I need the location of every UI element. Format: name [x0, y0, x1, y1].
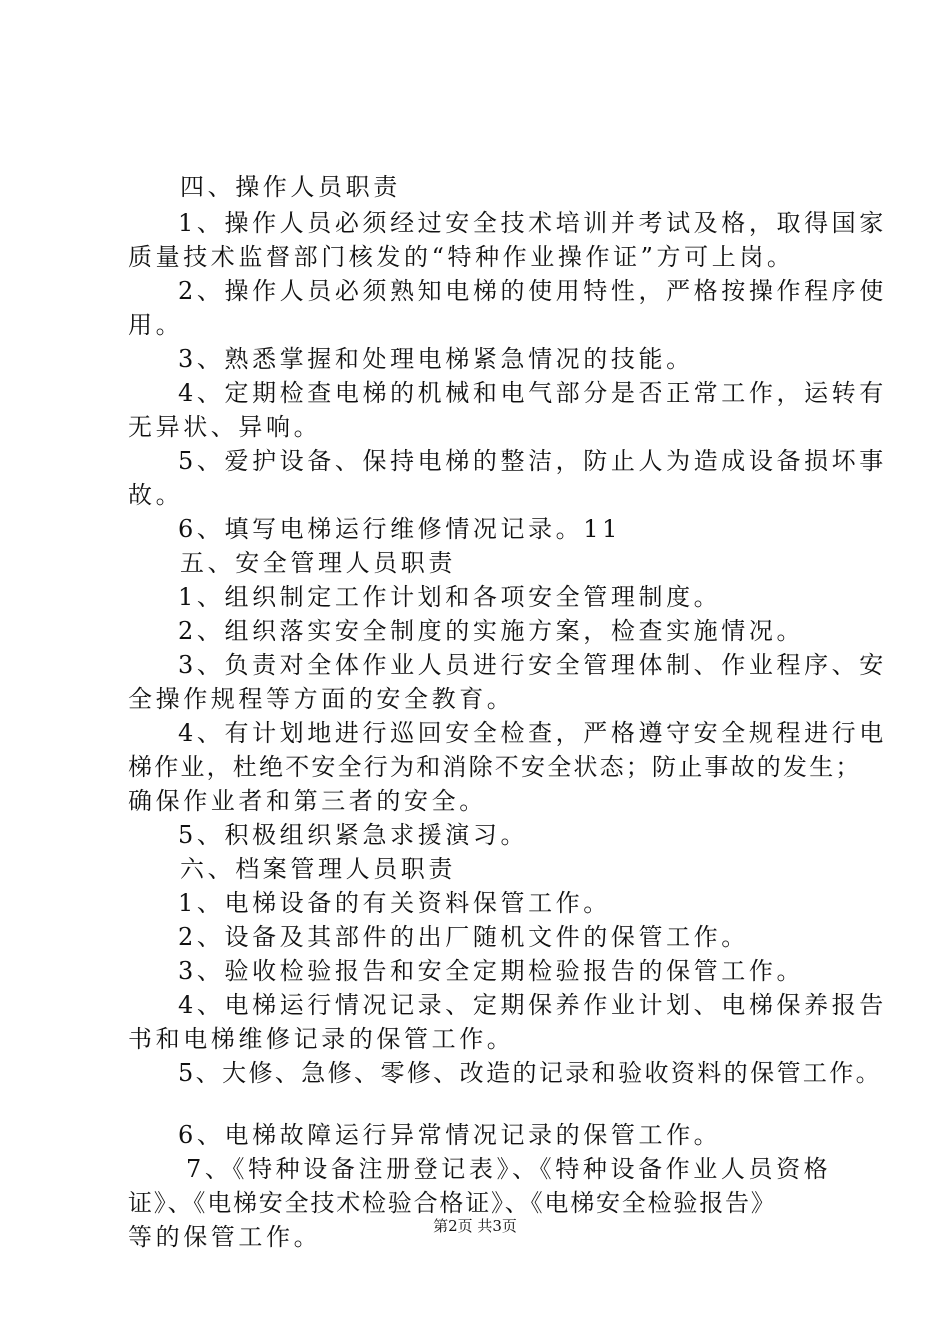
paragraph-line: 无异状、异响。 — [128, 413, 322, 441]
paragraph-line: 书和电梯维修记录的保管工作。 — [128, 1025, 515, 1053]
section-heading-4: 四、操作人员职责 — [180, 173, 401, 201]
paragraph-line: 4、定期检查电梯的机械和电气部分是否正常工作，运转有 — [178, 379, 887, 407]
paragraph-line: 3、负责对全体作业人员进行安全管理体制、作业程序、安 — [178, 651, 887, 679]
paragraph-line: 1、电梯设备的有关资料保管工作。 — [178, 889, 611, 917]
paragraph-line: 3、验收检验报告和安全定期检验报告的保管工作。 — [178, 957, 805, 985]
paragraph-line: 5、爱护设备、保持电梯的整洁，防止人为造成设备损坏事 — [178, 447, 887, 475]
paragraph-line: 确保作业者和第三者的安全。 — [128, 787, 487, 815]
paragraph-line: 用。 — [128, 311, 184, 339]
paragraph-line: 全操作规程等方面的安全教育。 — [128, 685, 515, 713]
section-heading-5: 五、安全管理人员职责 — [180, 549, 456, 577]
paragraph-line: 2、设备及其部件的出厂随机文件的保管工作。 — [178, 923, 749, 951]
paragraph-line: 等的保管工作。 — [128, 1223, 322, 1251]
paragraph-line: 6、填写电梯运行维修情况记录。11 — [178, 515, 622, 543]
paragraph-line: 5、大修、急修、零修、改造的记录和验收资料的保管工作。 — [178, 1059, 883, 1087]
paragraph-line: 6、电梯故障运行异常情况记录的保管工作。 — [178, 1121, 722, 1149]
page-footer: 第2页 共3页 — [433, 1217, 517, 1235]
paragraph-line: 故。 — [128, 481, 184, 509]
paragraph-line: 4、有计划地进行巡回安全检查，严格遵守安全规程进行电 — [178, 719, 887, 747]
paragraph-line: 2、操作人员必须熟知电梯的使用特性，严格按操作程序使 — [178, 277, 887, 305]
paragraph-line: 梯作业，杜绝不安全行为和消除不安全状态；防止事故的发生； — [128, 753, 862, 781]
paragraph-line: 证》、《电梯安全技术检验合格证》、《电梯安全检验报告》 — [128, 1189, 777, 1217]
paragraph-line: 2、组织落实安全制度的实施方案，检查实施情况。 — [178, 617, 805, 645]
section-heading-6: 六、档案管理人员职责 — [180, 855, 456, 883]
paragraph-line: 5、积极组织紧急求援演习。 — [178, 821, 529, 849]
paragraph-line: 7、《特种设备注册登记表》、《特种设备作业人员资格 — [186, 1155, 832, 1183]
paragraph-line: 质量技术监督部门核发的“特种作业操作证”方可上岗。 — [128, 243, 795, 271]
paragraph-line: 1、组织制定工作计划和各项安全管理制度。 — [178, 583, 722, 611]
paragraph-line: 4、电梯运行情况记录、定期保养作业计划、电梯保养报告 — [178, 991, 887, 1019]
paragraph-line: 1、操作人员必须经过安全技术培训并考试及格，取得国家 — [178, 209, 887, 237]
paragraph-line: 3、熟悉掌握和处理电梯紧急情况的技能。 — [178, 345, 694, 373]
